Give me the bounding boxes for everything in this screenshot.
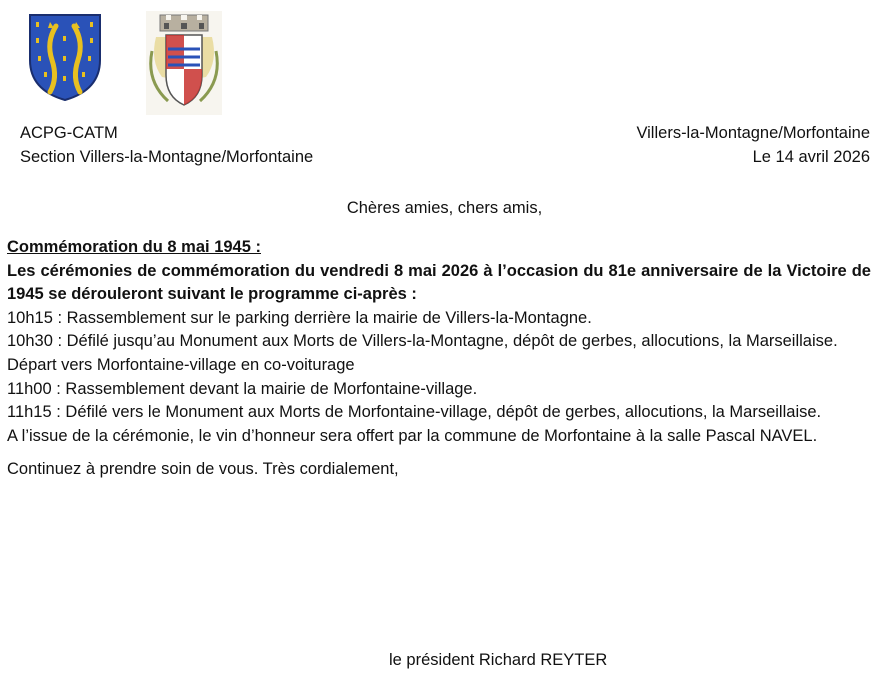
- program-item: 11h00 : Rassemblement devant la mairie de Morfontaine-village.: [7, 379, 478, 398]
- closing: Continuez à prendre soin de vous. Très cordialement,: [7, 460, 399, 479]
- letter-date: Le 14 avril 2026: [752, 148, 870, 166]
- subject: Commémoration du 8 mai 1945 :: [7, 238, 261, 256]
- program-item: A l’issue de la cérémonie, le vin d’honneur sera offert par la commune de Morfontaine à la salle Pascal NAVEL.: [7, 426, 818, 445]
- intro: Les cérémonies de commémoration du vendredi 8 mai 2026 à l’occasion du 81e anniversaire de la Victoire de 1945 se dérouleront suivant le programme ci-après :: [7, 261, 871, 304]
- coat-of-arms-left-icon: [26, 12, 104, 102]
- letter-body: [7, 236, 871, 482]
- program-item: 10h15 : Rassemblement sur le parking derrière la mairie de Villers-la-Montagne.: [7, 308, 592, 327]
- place-date-block: [636, 121, 870, 169]
- greeting: Chères amies, chers amis,: [346, 199, 543, 217]
- coat-of-arms-right-icon: [146, 11, 222, 115]
- place: Villers-la-Montagne/Morfontaine: [636, 124, 870, 142]
- org-name: ACPG-CATM: [20, 124, 118, 142]
- signature: le président Richard REYTER: [389, 651, 608, 669]
- sender-block: [20, 121, 313, 169]
- program-item: Départ vers Morfontaine-village en co-voiturage: [7, 355, 355, 374]
- program-item: 10h30 : Défilé jusqu’au Monument aux Morts de Villers-la-Montagne, dépôt de gerbes, allocutions, la Marseillaise.: [7, 332, 838, 351]
- section-name: Section Villers-la-Montagne/Morfontaine: [20, 148, 314, 166]
- program-item: 11h15 : Défilé vers le Monument aux Morts de Morfontaine-village, dépôt de gerbes, allocutions, la Marseillaise.: [7, 403, 822, 422]
